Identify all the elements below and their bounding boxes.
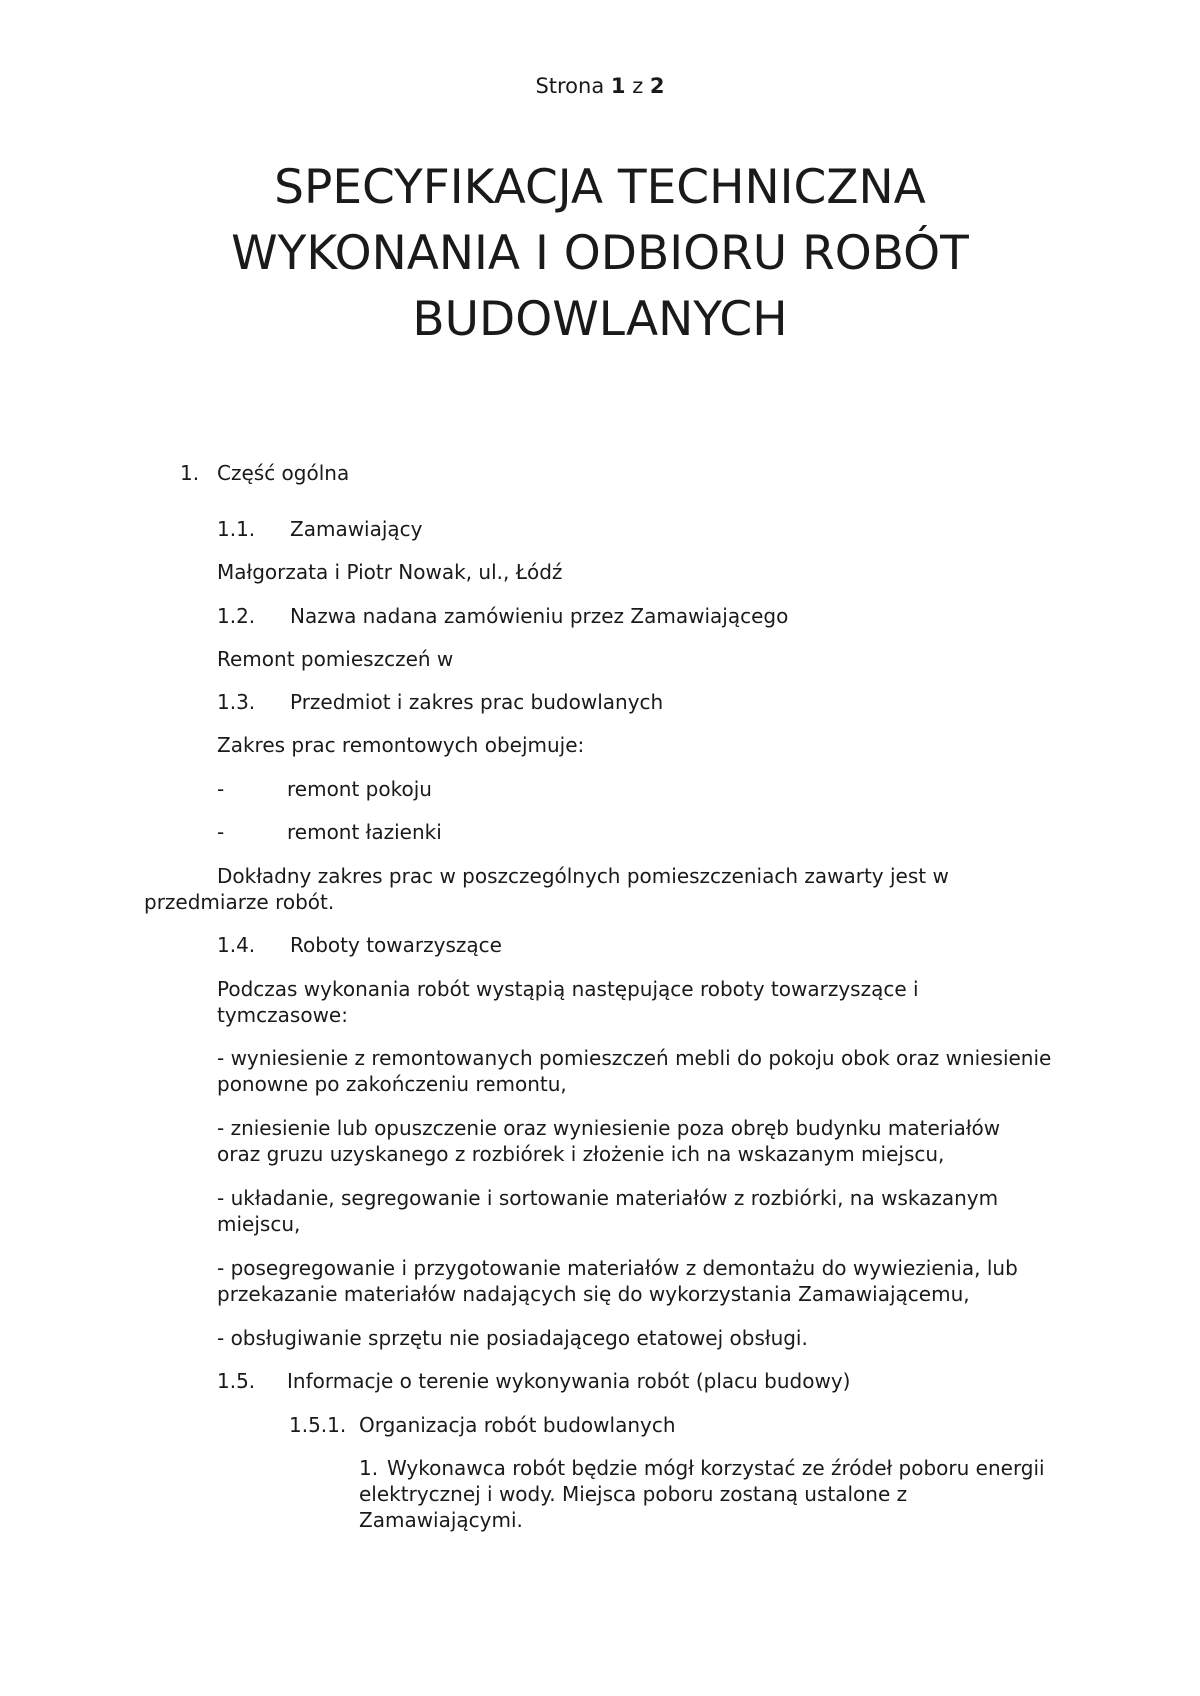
section-1-1-content: Małgorzata i Piotr Nowak, ul., Łódź bbox=[217, 560, 563, 584]
page-prefix: Strona bbox=[535, 74, 605, 98]
section-1-5-1-heading: Organizacja robót budowlanych bbox=[359, 1413, 676, 1437]
section-1-number: 1. bbox=[180, 461, 200, 485]
section-1-1-number: 1.1. bbox=[217, 517, 256, 541]
paragraph-line-2: elektrycznej i wody. Miejsca poboru zostaną ustalone z bbox=[359, 1482, 908, 1506]
list-dash: - bbox=[217, 777, 225, 801]
list-item-continuation: przekazanie materiałów nadających się do wykorzystania Zamawiającemu, bbox=[217, 1282, 970, 1306]
list-item: - obsługiwanie sprzętu nie posiadającego etatowej obsługi. bbox=[217, 1326, 808, 1350]
paragraph-number: 1. bbox=[359, 1456, 379, 1480]
section-1-2-content: Remont pomieszczeń w bbox=[217, 647, 454, 671]
section-1-4-number: 1.4. bbox=[217, 933, 256, 957]
list-item: - układanie, segregowanie i sortowanie materiałów z rozbiórki, na wskazanym bbox=[217, 1186, 999, 1210]
list-item: remont pokoju bbox=[287, 777, 432, 801]
section-1-3-heading: Przedmiot i zakres prac budowlanych bbox=[290, 690, 664, 714]
section-1-5-1-number: 1.5.1. bbox=[289, 1413, 347, 1437]
list-item-continuation: ponowne po zakończeniu remontu, bbox=[217, 1072, 567, 1096]
section-1-5-number: 1.5. bbox=[217, 1369, 256, 1393]
list-item-continuation: miejscu, bbox=[217, 1212, 301, 1236]
page-separator: z bbox=[632, 74, 644, 98]
section-1-3-intro: Zakres prac remontowych obejmuje: bbox=[217, 733, 585, 757]
section-1-3-detail-line-2: przedmiarze robót. bbox=[144, 890, 335, 914]
title-line-3: BUDOWLANYCH bbox=[412, 292, 788, 347]
section-1-4-heading: Roboty towarzyszące bbox=[290, 933, 502, 957]
section-1-1-heading: Zamawiający bbox=[290, 517, 423, 541]
page-current: 1 bbox=[610, 74, 626, 98]
section-1-4-intro-line-2: tymczasowe: bbox=[217, 1003, 348, 1027]
list-item: - zniesienie lub opuszczenie oraz wyniesienie poza obręb budynku materiałów bbox=[217, 1116, 1001, 1140]
section-1-4-intro-line-1: Podczas wykonania robót wystąpią następujące roboty towarzyszące i bbox=[217, 977, 919, 1001]
page-total: 2 bbox=[649, 74, 665, 98]
document-title bbox=[0, 155, 1200, 353]
paragraph-line-1: Wykonawca robót będzie mógł korzystać ze źródeł poboru energii bbox=[387, 1456, 1045, 1480]
title-line-1: SPECYFIKACJA TECHNICZNA bbox=[274, 160, 926, 215]
section-1-3-detail-line-1: Dokładny zakres prac w poszczególnych pomieszczeniach zawarty jest w bbox=[217, 864, 949, 888]
section-1-2-heading: Nazwa nadana zamówieniu przez Zamawiającego bbox=[290, 604, 789, 628]
list-item: - posegregowanie i przygotowanie materiałów z demontażu do wywiezienia, lub bbox=[217, 1256, 1018, 1280]
page-number bbox=[0, 72, 1200, 100]
title-line-2: WYKONANIA I ODBIORU ROBÓT bbox=[231, 226, 969, 281]
paragraph-line-3: Zamawiającymi. bbox=[359, 1508, 523, 1532]
section-1-2-number: 1.2. bbox=[217, 604, 256, 628]
section-1-5-heading: Informacje o terenie wykonywania robót (placu budowy) bbox=[287, 1369, 851, 1393]
section-1-3-number: 1.3. bbox=[217, 690, 256, 714]
list-item: - wyniesienie z remontowanych pomieszczeń mebli do pokoju obok oraz wniesienie bbox=[217, 1046, 1052, 1070]
list-item-continuation: oraz gruzu uzyskanego z rozbiórek i złożenie ich na wskazanym miejscu, bbox=[217, 1142, 945, 1166]
section-1-heading: Część ogólna bbox=[217, 461, 350, 485]
list-item: remont łazienki bbox=[287, 820, 442, 844]
list-dash: - bbox=[217, 820, 225, 844]
